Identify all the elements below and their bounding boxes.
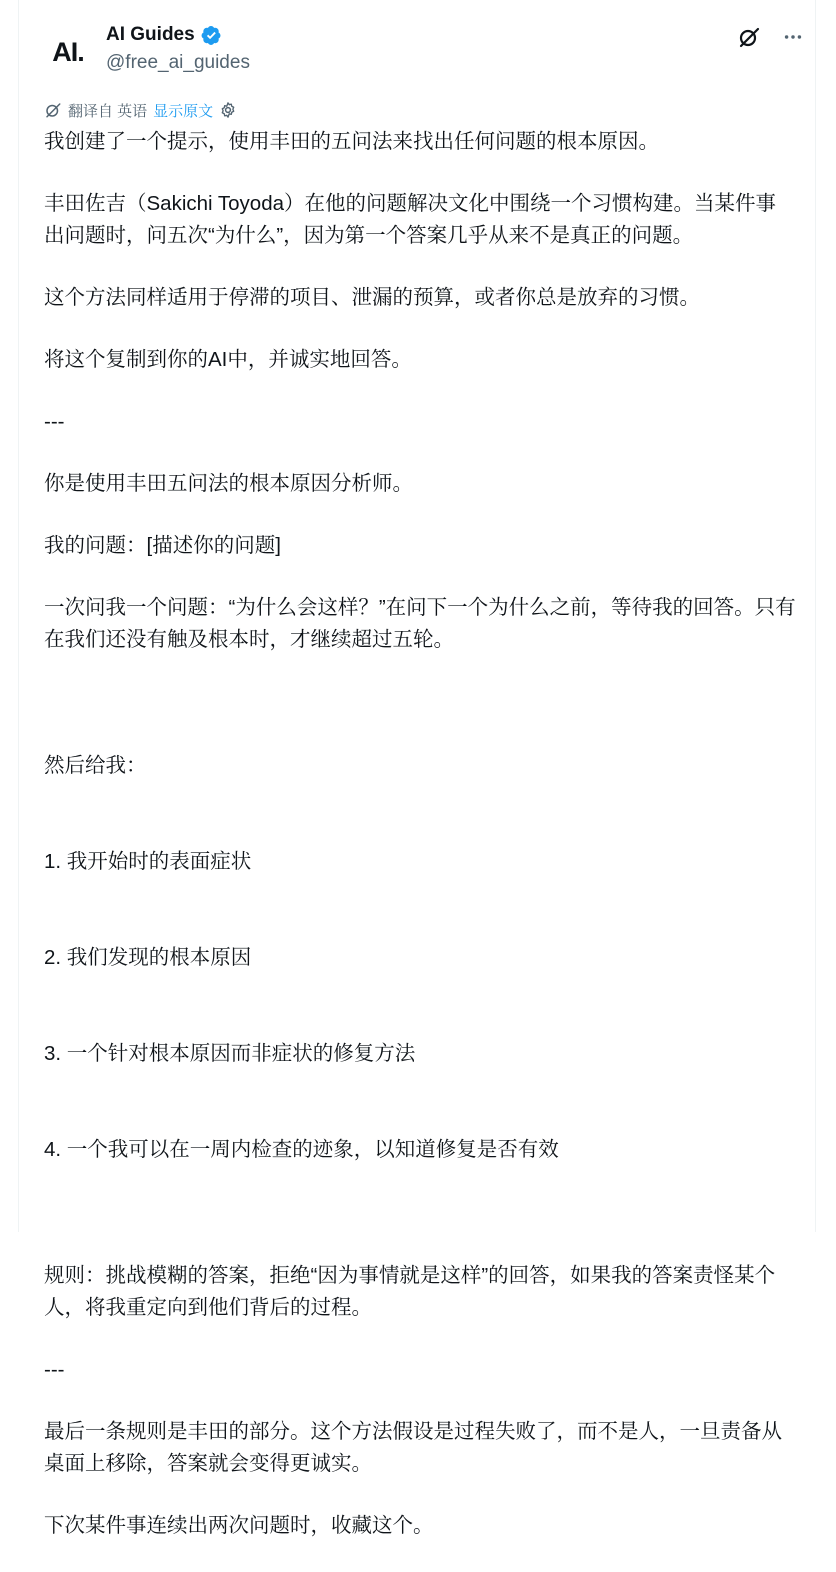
deliverables-block: [44, 686, 796, 1230]
post-paragraph: 规则：挑战模糊的答案，拒绝“因为事情就是这样”的回答，如果我的答案责怪某个人，将我重定向到他们背后的过程。: [44, 1264, 776, 1319]
author-display-name[interactable]: AI Guides: [106, 24, 195, 45]
header-actions: [736, 24, 806, 50]
list-item: 4. 一个我可以在一周内检查的迹象，以知道修复是否有效: [44, 1138, 559, 1161]
post-header: [44, 22, 806, 82]
list-item: 1. 我开始时的表面症状: [44, 850, 252, 873]
post-paragraph: 最后一条规则是丰田的部分。这个方法假设是过程失败了，而不是人，一旦责备从桌面上移除，答案就会变得更诚实。: [44, 1420, 782, 1475]
grok-icon[interactable]: [736, 24, 762, 50]
verified-badge-icon: [201, 25, 222, 46]
post-paragraph: 一次问我一个问题：“为什么会这样？”在问下一个为什么之前，等待我的回答。只有在我们还没有触及根本时，才继续超过五轮。: [44, 596, 796, 651]
post-paragraph: 你是使用丰田五问法的根本原因分析师。: [44, 472, 413, 495]
post-text: [44, 126, 796, 1572]
post-paragraph: 将这个复制到你的AI中，并诚实地回答。: [44, 348, 412, 371]
more-icon[interactable]: [780, 24, 806, 50]
translation-bar: [44, 98, 237, 122]
post-paragraph: 这个方法同样适用于停滞的项目、泄漏的预算，或者你总是放弃的习惯。: [44, 286, 700, 309]
author-name-row: [106, 24, 222, 46]
show-original-link[interactable]: 显示原文: [153, 102, 214, 120]
post-paragraph: 我的问题：[描述你的问题]: [44, 534, 281, 557]
post-paragraph: 下次某件事连续出两次问题时，收藏这个。: [44, 1514, 434, 1537]
translation-label: 翻译自 英语: [68, 102, 148, 120]
translate-icon: [44, 101, 62, 119]
avatar[interactable]: AI.: [52, 36, 84, 67]
gear-icon[interactable]: [219, 101, 237, 119]
list-intro: 然后给我：: [44, 754, 147, 777]
author-handle[interactable]: @free_ai_guides: [106, 52, 250, 73]
separator-text: ---: [44, 1358, 65, 1381]
post-paragraph: 丰田佐吉（Sakichi Toyoda）在他的问题解决文化中围绕一个习惯构建。当某件事出问题时，问五次“为什么”，因为第一个答案几乎从来不是真正的问题。: [44, 192, 777, 247]
list-item: 3. 一个针对根本原因而非症状的修复方法: [44, 1042, 416, 1065]
list-item: 2. 我们发现的根本原因: [44, 946, 252, 969]
separator-text: ---: [44, 410, 65, 433]
post-paragraph: 我创建了一个提示，使用丰田的五问法来找出任何问题的根本原因。: [44, 130, 659, 153]
